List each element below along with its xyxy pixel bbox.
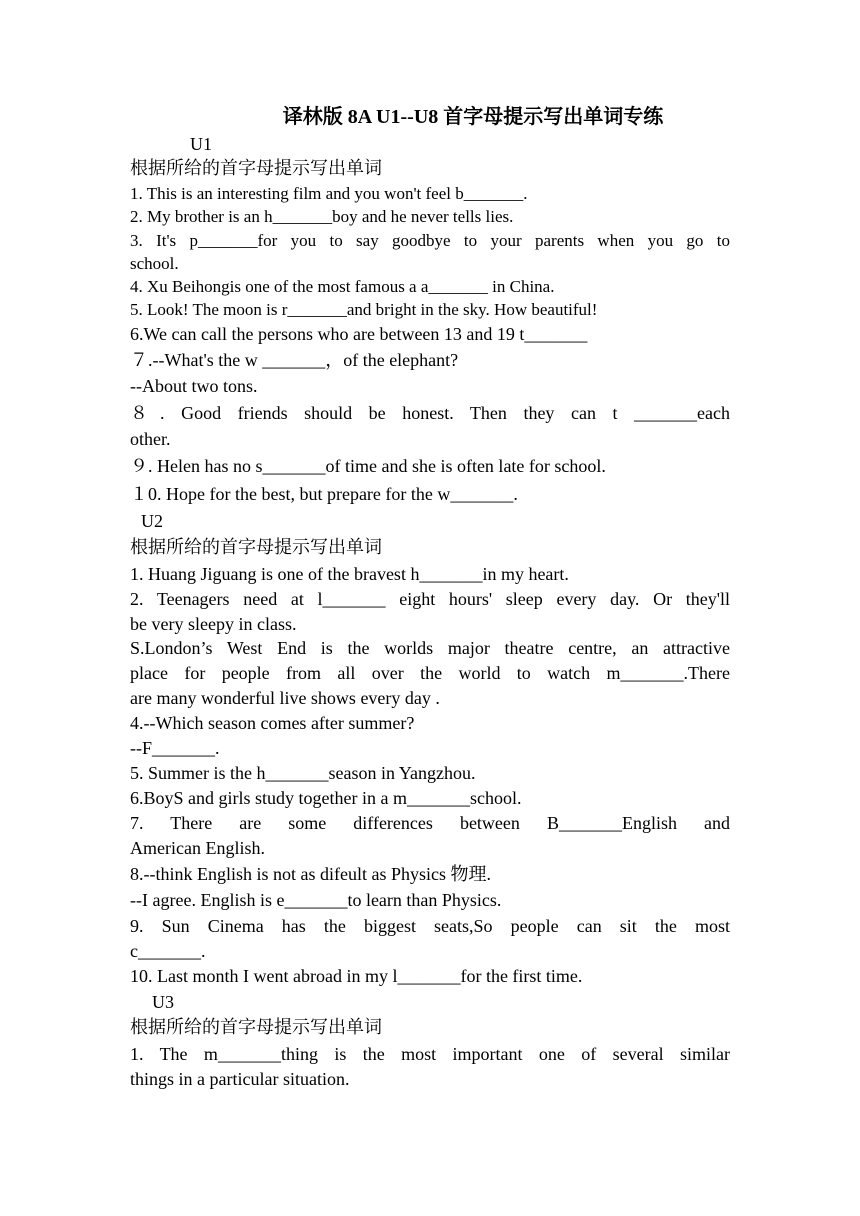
exercise-line: 10. Last month I went abroad in my l_______for the first time. [130, 966, 583, 986]
exercise-line: S.London’s West End is the worlds major theatre centre, an attractive [130, 638, 730, 658]
exercise-line: 2. Teenagers need at l_______ eight hours' sleep every day. Or they'll [130, 589, 730, 609]
exercise-line: 4. Xu Beihongis one of the most famous a a_______ in China. [130, 277, 555, 296]
exercise-line: 9. Sun Cinema has the biggest seats,So people can sit the most [130, 916, 730, 936]
exercise-line: --I agree. English is e_______to learn than Physics. [130, 890, 502, 910]
exercise-line: American English. [130, 838, 265, 858]
exercise-line: 8.--think English is not as difeult as Physics 物理. [130, 864, 491, 884]
exercise-line: 6.We can call the persons who are between 13 and 19 t_______ [130, 324, 588, 344]
section-instruction-u2: 根据所给的首字母提示写出单词 [130, 537, 382, 557]
exercise-line: 4.--Which season comes after summer? [130, 713, 415, 733]
section-heading-u2: U2 [141, 511, 163, 531]
exercise-line: other. [130, 429, 171, 449]
exercise-line: 1. The m_______thing is the most important one of several similar [130, 1044, 730, 1064]
section-instruction-u1: 根据所给的首字母提示写出单词 [130, 158, 382, 178]
exercise-line: 5. Summer is the h_______season in Yangzhou. [130, 763, 476, 783]
exercise-line: c_______. [130, 941, 206, 961]
exercise-line: ９. Helen has no s_______of time and she is often late for school. [130, 456, 606, 476]
exercise-line: place for people from all over the world to watch m_______.There [130, 663, 730, 683]
exercise-line: school. [130, 254, 179, 273]
exercise-line: 7. There are some differences between B_______English and [130, 813, 730, 833]
exercise-line: --F_______. [130, 738, 220, 758]
section-heading-u1: U1 [190, 134, 212, 154]
exercise-line: --About two tons. [130, 376, 258, 396]
section-heading-u3: U3 [152, 992, 174, 1012]
exercise-line: １0. Hope for the best, but prepare for the w_______. [130, 484, 518, 504]
section-instruction-u3: 根据所给的首字母提示写出单词 [130, 1017, 382, 1037]
exercise-line: 1. This is an interesting film and you won't feel b_______. [130, 184, 528, 203]
exercise-line: be very sleepy in class. [130, 614, 297, 634]
exercise-line: 3. It's p_______for you to say goodbye to your parents when you go to [130, 231, 730, 250]
page-title: 译林版 8A U1--U8 首字母提示写出单词专练 [282, 106, 664, 128]
exercise-line: 5. Look! The moon is r_______and bright in the sky. How beautiful! [130, 300, 598, 319]
exercise-line: 1. Huang Jiguang is one of the bravest h_______in my heart. [130, 564, 569, 584]
exercise-line: 6.BoyS and girls study together in a m_______school. [130, 788, 522, 808]
exercise-line: 2. My brother is an h_______boy and he never tells lies. [130, 207, 514, 226]
exercise-line: ７.--What's the w _______，of the elephant? [130, 350, 459, 370]
exercise-line: things in a particular situation. [130, 1069, 350, 1089]
exercise-line: ８. Good friends should be honest. Then they can t _______each [130, 403, 730, 423]
exercise-line: are many wonderful live shows every day . [130, 688, 440, 708]
